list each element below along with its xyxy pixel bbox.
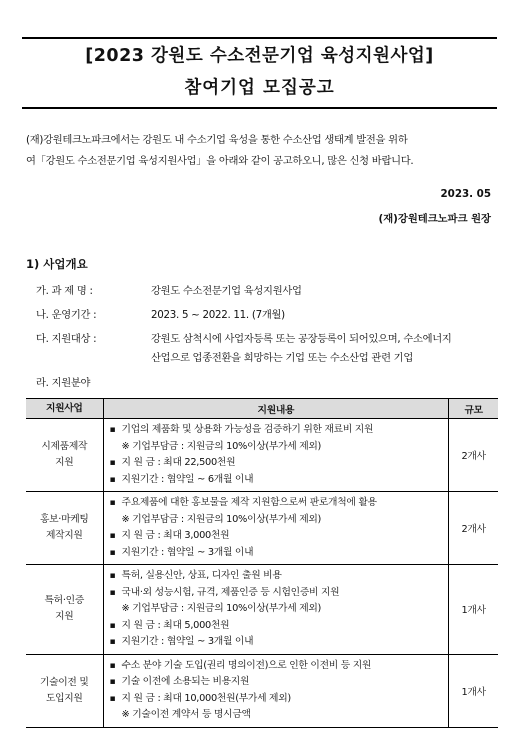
- program-name-cell: [26, 492, 103, 565]
- intro-line-1: (재)강원테크노파크에서는 강원도 내 수소기업 육성을 통한 수소산업 생태계 발전을 위하: [26, 134, 408, 146]
- content-item: ▪ 주요제품에 대한 홍보물을 제작 지원함으로써 판로개척에 활용: [110, 495, 443, 512]
- content-item: ▪ 기업의 제품화 및 상용화 가능성을 검증하기 위한 재료비 지원: [110, 422, 443, 439]
- content-item: ▪ 수소 분야 기술 도입(권리 명의이전)으로 인한 이전비 등 지원: [110, 658, 443, 675]
- program-name-cell: [26, 419, 103, 492]
- section-heading: 1) 사업개요: [26, 257, 88, 271]
- program-name-line: 기술이전 및: [39, 676, 89, 688]
- content-item: ▪ 지원기간 : 협약일 ~ 3개월 이내: [110, 545, 443, 562]
- announcement-date: 2023. 05: [440, 188, 491, 200]
- overview-label: 라. 지원분야: [36, 377, 91, 389]
- program-content-cell: [103, 419, 449, 492]
- program-content-cell: [103, 654, 449, 727]
- overview-target-continuation: 산업으로 업종전환을 희망하는 기업 또는 수소산업 관련 기업: [151, 352, 413, 364]
- table-row: [26, 492, 498, 565]
- content-item: ▪ 지 원 금 : 최대 22,500천원: [110, 455, 443, 472]
- program-content-cell: [103, 565, 449, 655]
- page-title: [2023 강원도 수소전문기업 육성지원사업]: [85, 46, 434, 66]
- overview-label: 가. 과 제 명 :: [36, 285, 93, 297]
- overview-row-project-name: [36, 282, 302, 297]
- program-name-cell: [26, 565, 103, 655]
- support-table: [26, 398, 498, 728]
- content-item: ▪ 특허, 실용신안, 상표, 디자인 출원 비용: [110, 568, 443, 585]
- program-scale-cell: 2개사: [449, 419, 498, 492]
- overview-row-field: [36, 374, 90, 389]
- content-note: ※ 기업부담금 : 지원금의 10%이상(부가세 제외): [121, 513, 322, 525]
- overview-value: 강원도 수소전문기업 육성지원사업: [151, 285, 302, 297]
- content-item: ▪ 지 원 금 : 최대 5,000천원: [110, 618, 443, 635]
- page-subtitle: 참여기업 모집공고: [184, 78, 335, 98]
- issuing-organization: (재)강원테크노파크 원장: [378, 213, 491, 225]
- content-item: ▪ 지원기간 : 협약일 ~ 6개월 이내: [110, 472, 443, 489]
- program-name-line: 홍보·마케팅: [39, 514, 89, 525]
- overview-row-period: [36, 306, 285, 321]
- intro-line-2: 여「강원도 수소전문기업 육성지원사업」을 아래와 같이 공고하오니, 많은 신청 바랍니다.: [26, 155, 414, 167]
- program-content-cell: [103, 492, 449, 565]
- program-name-line: 지원: [55, 457, 74, 468]
- overview-label: 다. 지원대상 :: [36, 333, 97, 345]
- content-item: ▪ 기술 이전에 소용되는 비용지원: [110, 674, 443, 691]
- column-header: 규모: [449, 399, 498, 419]
- program-scale-cell: 2개사: [449, 492, 498, 565]
- program-name-line: 지원: [55, 611, 74, 623]
- overview-row-target: [36, 330, 452, 345]
- program-name-line: 제작지원: [45, 530, 83, 541]
- program-name-cell: [26, 654, 103, 727]
- program-scale-cell: 1개사: [449, 654, 498, 727]
- content-item: ▪ 지원기간 : 협약일 ~ 3개월 이내: [110, 634, 443, 651]
- table-row: [26, 419, 498, 492]
- program-name-line: 도입지원: [45, 692, 83, 704]
- column-header: 지원내용: [103, 399, 449, 419]
- program-scale-cell: 1개사: [449, 565, 498, 655]
- overview-value: 강원도 삼척시에 사업자등록 또는 공장등록이 되어있으며, 수소에너지: [151, 333, 452, 345]
- intro-paragraph: [26, 130, 498, 172]
- content-item: ▪ 국내·외 성능시험, 규격, 제품인증 등 시험인증비 지원: [110, 585, 443, 602]
- overview-label: 나. 운영기간 :: [36, 309, 97, 321]
- table-row: [26, 654, 498, 727]
- program-name-line: 특허·인증: [44, 595, 84, 607]
- content-note: ※ 기업부담금 : 지원금의 10%이상(부가세 제외): [121, 440, 322, 452]
- content-note: ※ 기술이전 계약서 등 명시금액: [121, 709, 251, 720]
- content-item: ▪ 지 원 금 : 최대 10,000천원(부가세 제외): [110, 691, 443, 708]
- column-header: 지원사업: [26, 399, 103, 419]
- overview-value: 2023. 5 ~ 2022. 11. (7개월): [151, 309, 285, 321]
- content-item: ▪ 지 원 금 : 최대 3,000천원: [110, 528, 443, 545]
- content-note: ※ 기업부담금 : 지원금의 10%이상(부가세 제외): [121, 603, 322, 614]
- title-box: [22, 37, 497, 109]
- table-header-row: [26, 399, 498, 419]
- program-name-line: 시제품제작: [41, 441, 88, 452]
- table-row: [26, 565, 498, 655]
